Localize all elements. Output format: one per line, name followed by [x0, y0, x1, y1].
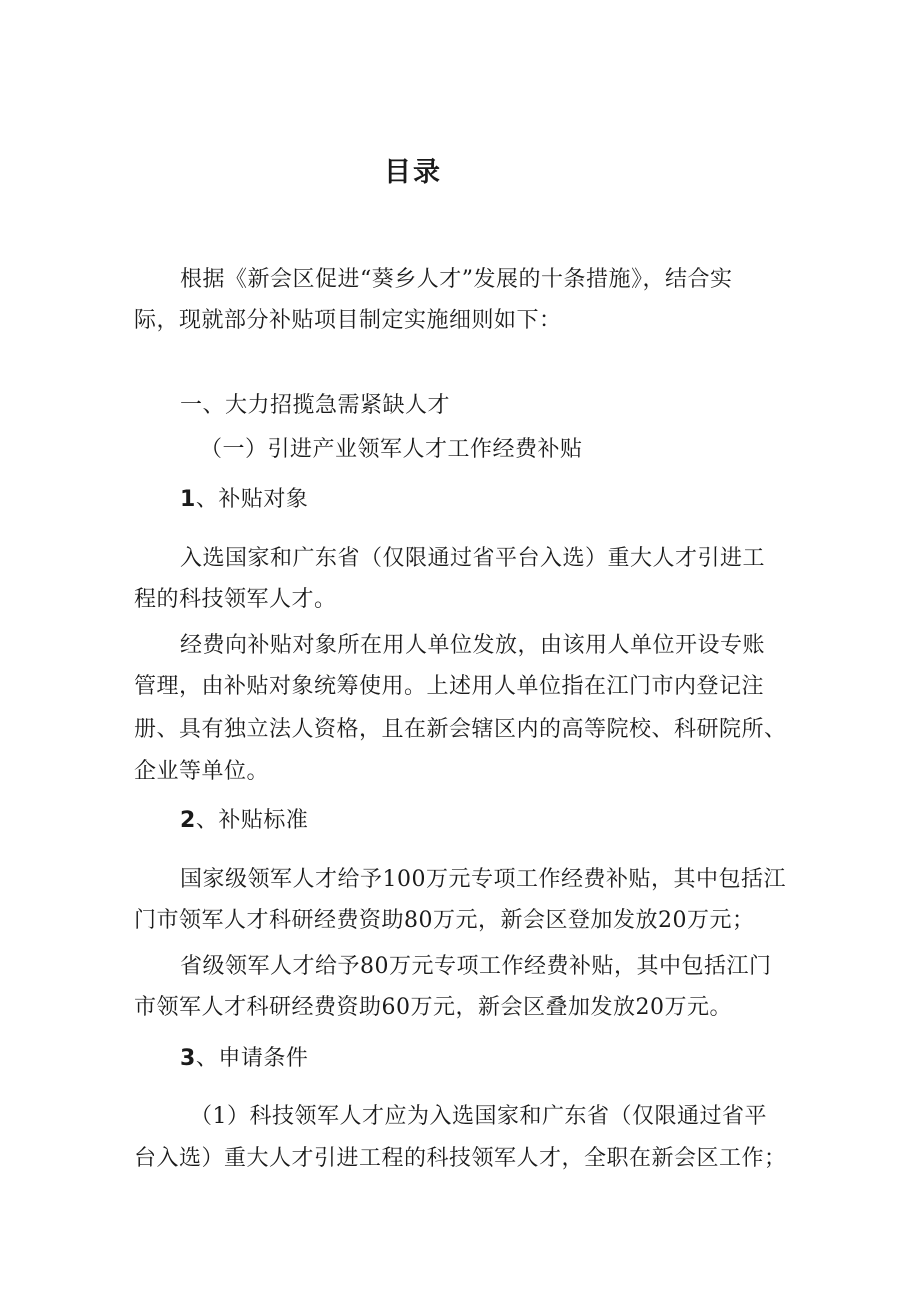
intro-line-1: 根据《新会区促进“葵乡人才”发展的十条措施》，结合实 [180, 267, 733, 292]
item-1-paragraph-1-line-1: 入选国家和广东省（仅限通过省平台入选）重大人才引进工 [180, 546, 766, 571]
item-3-paragraph-1-line-2: 台入选）重大人才引进工程的科技领军人才，全职在新会区工作； [134, 1146, 787, 1171]
subsection-heading: （一）引进产业领军人才工作经费补贴 [200, 437, 583, 462]
item-1-paragraph-2-line-2: 管理，由补贴对象统筹使用。上述用人单位指在江门市内登记注 [134, 674, 765, 699]
item-2-number: 2 [180, 808, 196, 833]
item-3-number: 3 [180, 1046, 196, 1071]
item-1-paragraph-2-line-3: 册、具有独立法人资格，且在新会辖区内的高等院校、科研院所、 [134, 717, 787, 742]
item-2-paragraph-2-line-2: 市领军人才科研经费资助60万元，新会区叠加发放20万元。 [134, 995, 732, 1020]
item-1-number: 1 [180, 487, 196, 512]
page-title: 目录 [384, 157, 442, 188]
item-1-paragraph-2-line-1: 经费向补贴对象所在用人单位发放，由该用人单位开设专账 [180, 633, 766, 658]
item-2-paragraph-2-line-1: 省级领军人才给予80万元专项工作经费补贴，其中包括江门 [180, 954, 772, 979]
item-1-paragraph-1-line-2: 程的科技领军人才。 [134, 587, 337, 612]
item-1-heading [180, 482, 308, 513]
intro-line-2: 际，现就部分补贴项目制定实施细则如下： [134, 308, 562, 333]
item-2-heading [180, 803, 308, 834]
item-2-paragraph-1-line-2: 门市领军人才科研经费资助80万元，新会区登加发放20万元； [134, 908, 755, 933]
item-3-title: 、申请条件 [195, 1046, 309, 1071]
item-2-paragraph-1-line-1: 国家级领军人才给予100万元专项工作经费补贴，其中包括江 [180, 867, 786, 892]
item-1-title: 、补贴对象 [195, 487, 309, 512]
section-heading: 一、大力招揽急需紧缺人才 [180, 393, 451, 418]
item-1-paragraph-2-line-4: 企业等单位。 [134, 759, 270, 784]
item-2-title: 、补贴标准 [195, 808, 309, 833]
item-3-paragraph-1-line-1: （1）科技领军人才应为入选国家和广东省（仅限通过省平 [190, 1104, 767, 1129]
item-3-heading [180, 1041, 308, 1072]
